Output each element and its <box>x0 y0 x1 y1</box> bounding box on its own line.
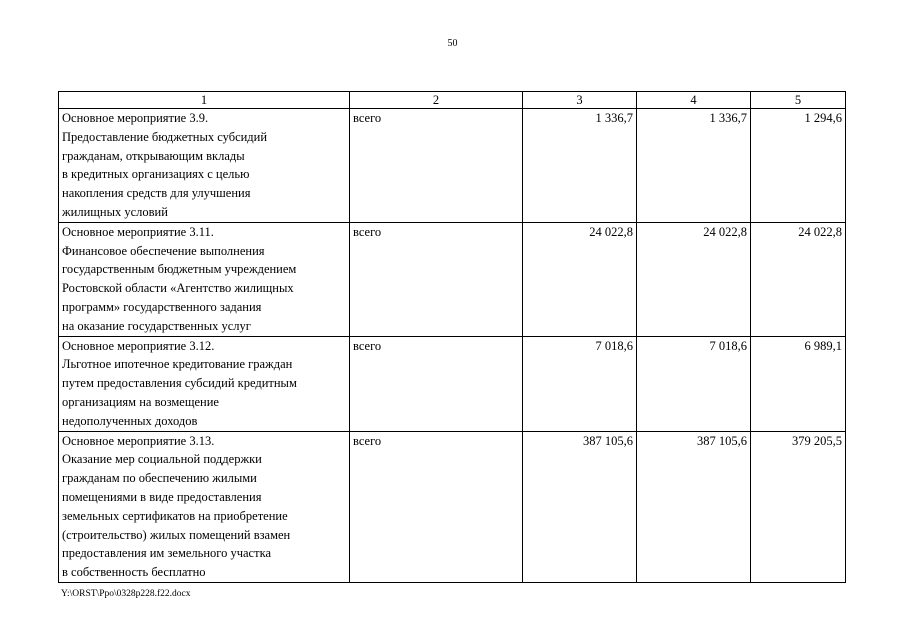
description-line: на оказание государственных услуг <box>62 318 251 333</box>
description-line: Финансовое обеспечение выполнения <box>62 243 265 258</box>
column-header-4: 4 <box>637 92 751 109</box>
description-line: путем предоставления субсидий кредитным <box>62 376 297 391</box>
budget-table <box>58 91 846 583</box>
description-line: недополученных доходов <box>62 413 198 428</box>
value-col-5: 24 022,8 <box>751 222 846 336</box>
description-line: в кредитных организациях с целью <box>62 167 250 182</box>
description-line: (строительство) жилых помещений взамен <box>62 527 291 542</box>
column-header-3: 3 <box>523 92 637 109</box>
description-line: Ростовской области «Агентство жилищных <box>62 281 294 296</box>
description-line: в собственность бесплатно <box>62 565 206 580</box>
description-line: Оказание мер социальной поддержки <box>62 452 262 467</box>
funding-source: всего <box>350 222 523 336</box>
funding-source: всего <box>350 109 523 223</box>
table-row <box>59 109 846 223</box>
table-row <box>59 222 846 336</box>
table-row <box>59 336 846 431</box>
value-col-3: 387 105,6 <box>523 431 637 582</box>
description-line: Предоставление бюджетных субсидий <box>62 129 268 144</box>
activity-description <box>59 431 350 582</box>
description-line: жилищных условий <box>62 204 168 219</box>
column-header-1: 1 <box>59 92 350 109</box>
table-row <box>59 431 846 582</box>
value-col-4: 387 105,6 <box>637 431 751 582</box>
description-line: предоставления им земельного участка <box>62 546 271 561</box>
activity-description <box>59 222 350 336</box>
description-line: организациям на возмещение <box>62 394 219 409</box>
description-line: помещениями в виде предоставления <box>62 489 262 504</box>
description-line: Льготное ипотечное кредитование граждан <box>62 357 293 372</box>
value-col-3: 24 022,8 <box>523 222 637 336</box>
value-col-3: 7 018,6 <box>523 336 637 431</box>
value-col-4: 1 336,7 <box>637 109 751 223</box>
activity-description <box>59 109 350 223</box>
description-line: Основное мероприятие 3.11. <box>62 224 214 239</box>
value-col-5: 1 294,6 <box>751 109 846 223</box>
column-header-5: 5 <box>751 92 846 109</box>
value-col-4: 7 018,6 <box>637 336 751 431</box>
description-line: программ» государственного задания <box>62 299 262 314</box>
description-line: гражданам, открывающим вклады <box>62 148 245 163</box>
description-line: Основное мероприятие 3.9. <box>62 111 209 125</box>
description-line: государственным бюджетным учреждением <box>62 262 297 277</box>
value-col-5: 6 989,1 <box>751 336 846 431</box>
activity-description <box>59 336 350 431</box>
value-col-3: 1 336,7 <box>523 109 637 223</box>
column-header-2: 2 <box>350 92 523 109</box>
funding-source: всего <box>350 336 523 431</box>
header-row <box>59 92 846 109</box>
funding-source: всего <box>350 431 523 582</box>
description-line: гражданам по обеспечению жилыми <box>62 471 257 486</box>
value-col-4: 24 022,8 <box>637 222 751 336</box>
description-line: накопления средств для улучшения <box>62 186 251 201</box>
description-line: Основное мероприятие 3.13. <box>62 433 215 448</box>
value-col-5: 379 205,5 <box>751 431 846 582</box>
file-path-footer: Y:\ORST\Ppo\0328p228.f22.docx <box>61 589 191 599</box>
description-line: земельных сертификатов на приобретение <box>62 508 288 523</box>
description-line: Основное мероприятие 3.12. <box>62 338 215 353</box>
page-number: 50 <box>447 38 458 49</box>
